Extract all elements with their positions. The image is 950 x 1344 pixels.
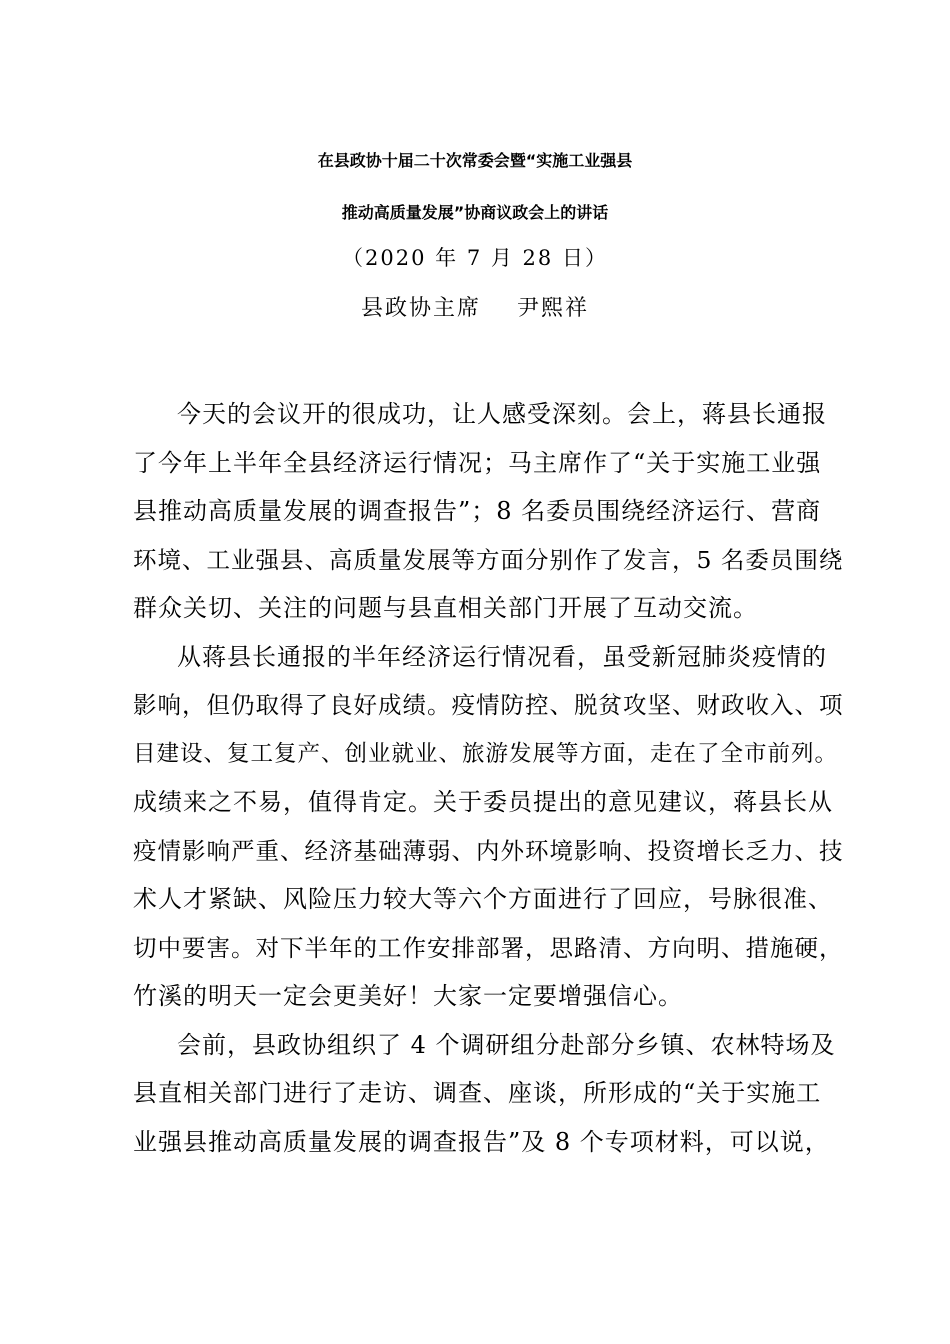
body-line: 群众关切、关注的问题与县直相关部门开展了互动交流。 <box>133 594 758 622</box>
body-line: 今天的会议开的很成功，让人感受深刻。会上，蒋县长通报 <box>177 400 827 428</box>
title-line-2: 推动高质量发展”协商议政会上的讲话 <box>341 203 609 222</box>
body-line: 县推动高质量发展的调查报告”；8 名委员围绕经济运行、营商 <box>133 497 822 525</box>
speech-date: （2020 年 7 月 28 日） <box>342 246 608 270</box>
body-line: 业强县推动高质量发展的调查报告”及 8 个专项材料，可以说， <box>133 1127 830 1156</box>
body-line: 疫情影响严重、经济基础薄弱、内外环境影响、投资增长乏力、技 <box>133 836 844 865</box>
speaker-line: 县政协主席 尹熙祥 <box>361 296 589 321</box>
body-line: 成绩来之不易，值得肯定。关于委员提出的意见建议，蒋县长从 <box>133 788 833 816</box>
body-line: 目建设、复工复产、创业就业、旅游发展等方面，走在了全市前列。 <box>133 740 839 767</box>
title-line-1: 在县政协十届二十次常委会暨“实施工业强县 <box>317 151 633 170</box>
body-line: 影响，但仍取得了良好成绩。疫情防控、脱贫攻坚、财政收入、项 <box>133 691 844 719</box>
body-text <box>133 390 844 1166</box>
body-line: 会前，县政协组织了 4 个调研组分赴部分乡镇、农林特场及 <box>177 1030 836 1059</box>
body-line: 环境、工业强县、高质量发展等方面分别作了发言，5 名委员围绕 <box>133 545 844 574</box>
body-line: 从蒋县长通报的半年经济运行情况看，虽受新冠肺炎疫情的 <box>177 642 827 671</box>
body-line: 术人才紧缺、风险压力较大等六个方面进行了回应，号脉很准、 <box>133 885 833 913</box>
body-line: 切中要害。对下半年的工作安排部署，思路清、方向明、措施硬， <box>133 933 844 962</box>
body-line: 县直相关部门进行了走访、调查、座谈，所形成的“关于实施工 <box>133 1079 822 1107</box>
body-line: 了今年上半年全县经济运行情况；马主席作了“关于实施工业强 <box>133 448 822 477</box>
body-line: 竹溪的明天一定会更美好！大家一定要增强信心。 <box>133 982 683 1010</box>
